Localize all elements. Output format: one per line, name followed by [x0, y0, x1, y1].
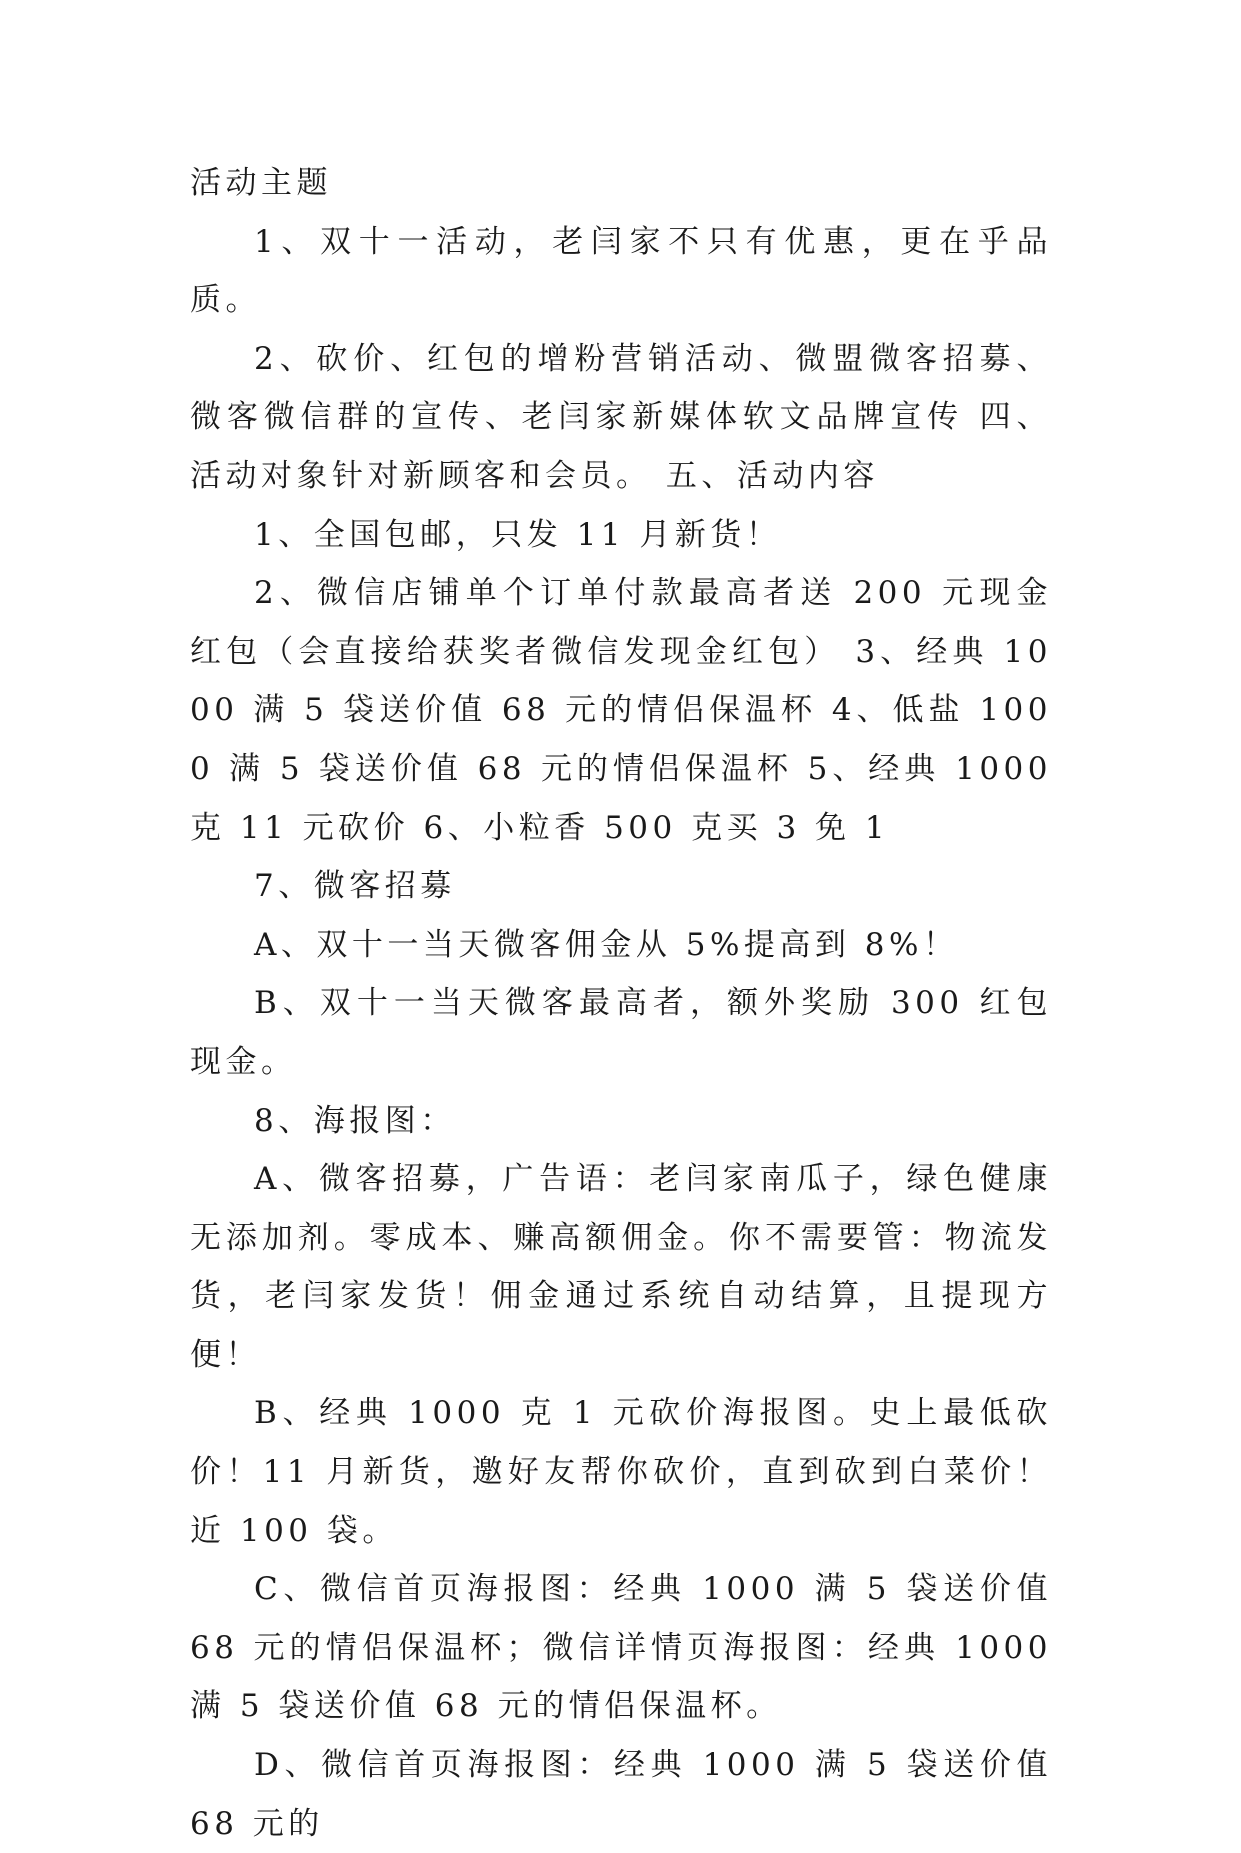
paragraph: 8、海报图：	[254, 1102, 456, 1139]
paragraph: A、双十一当天微客佣金从 5%提高到 8%！	[254, 926, 959, 963]
paragraph: 2、砍价、红包的增粉营销活动、微盟微客招募、微客微信群的宣传、老闫家新媒体软文品牌宣传 四、活动对象针对新顾客和会员。 五、活动内容	[190, 340, 1052, 494]
paragraph: C、微信首页海报图：经典 1000 满 5 袋送价值 68 元的情侣保温杯；微信详情页海报图：经典 1000 满 5 袋送价值 68 元的情侣保温杯。	[190, 1571, 1052, 1725]
paragraph: A、微客招募，广告语：老闫家南瓜子，绿色健康无添加剂。零成本、赚高额佣金。你不需要管：物流发货，老闫家发货！佣金通过系统自动结算，且提现方便！	[190, 1161, 1052, 1373]
paragraph: 1、全国包邮，只发 11 月新货！	[254, 516, 782, 553]
section-heading: 活动主题	[190, 165, 332, 201]
paragraph: B、双十一当天微客最高者，额外奖励 300 红包现金。	[190, 985, 1053, 1080]
paragraph: B、经典 1000 克 1 元砍价海报图。史上最低砍价！11 月新货，邀好友帮你砍价，直到砍到白菜价！近 100 袋。	[190, 1395, 1052, 1549]
paragraph: 7、微客招募	[254, 868, 456, 905]
paragraph: 2、微信店铺单个订单付款最高者送 200 元现金红包（会直接给获奖者微信发现金红包） 3、经典 1000 满 5 袋送价值 68 元的情侣保温杯 4、低盐 1000 满 5 袋送价值 68 元的情侣保温杯 5、经典 1000 克 11 元砍价 6、小粒香 500 克买 3 免 1	[190, 575, 1052, 846]
document-page	[190, 154, 1052, 1853]
paragraph: D、微信首页海报图：经典 1000 满 5 袋送价值 68 元的	[190, 1747, 1052, 1842]
paragraph: 1、双十一活动，老闫家不只有优惠，更在乎品质。	[190, 223, 1052, 319]
